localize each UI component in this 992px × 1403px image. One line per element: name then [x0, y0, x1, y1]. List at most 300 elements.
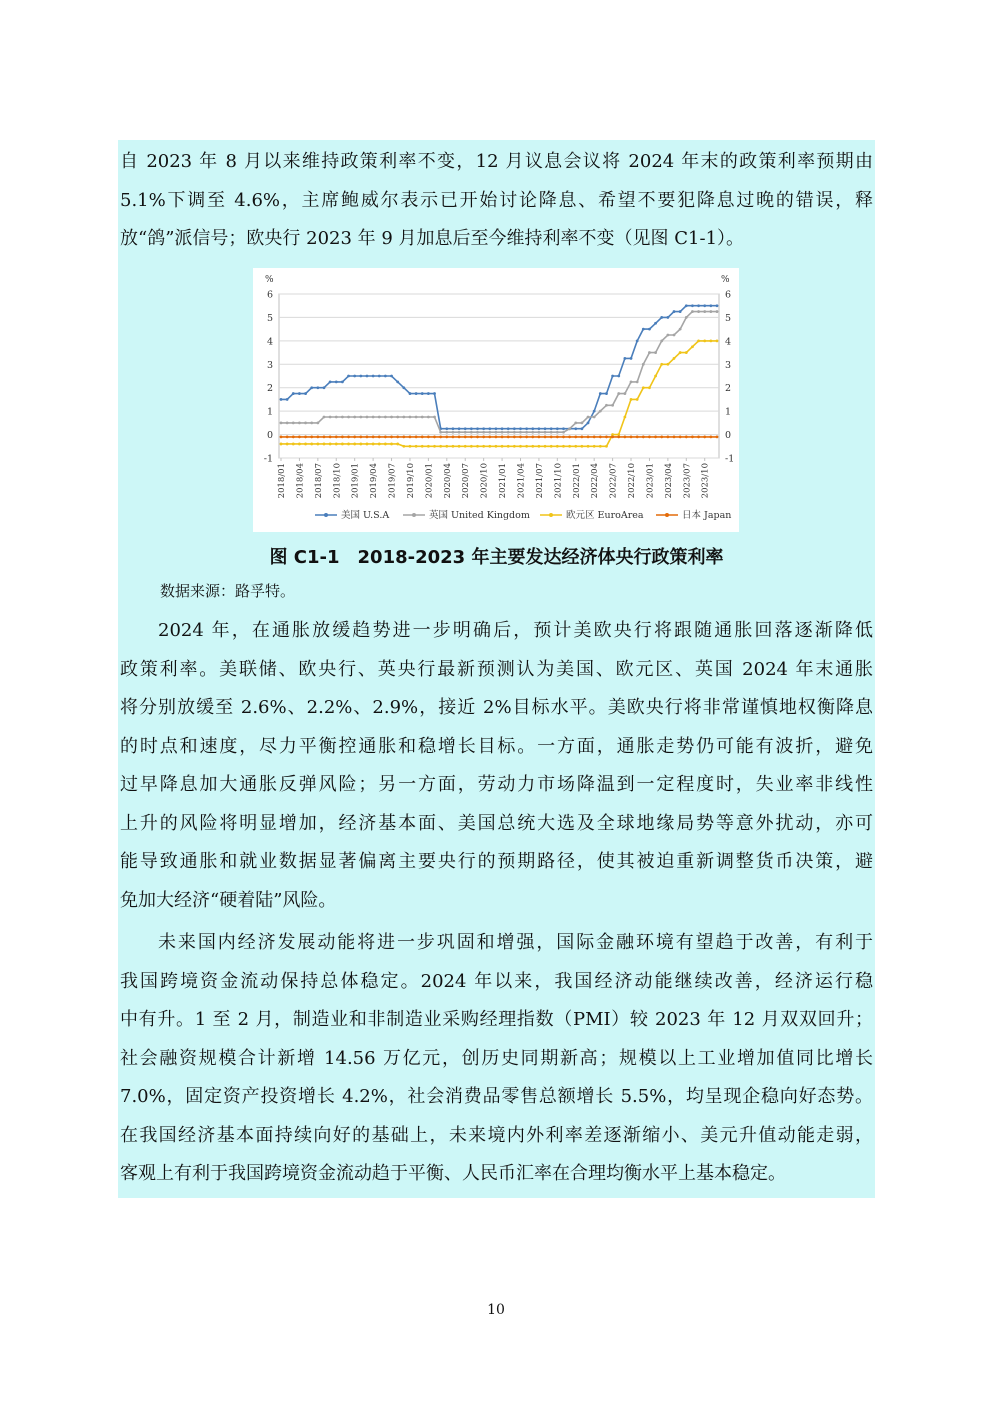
x-tick-label: 2019/07 [387, 463, 398, 499]
point-usa [703, 304, 706, 307]
point-japan [323, 436, 326, 439]
point-uk [488, 431, 491, 434]
point-usa [329, 380, 332, 383]
point-japan [415, 436, 418, 439]
point-euro [329, 443, 332, 446]
point-euro [574, 445, 577, 448]
point-uk [654, 351, 657, 354]
y-tick-label-left: 6 [266, 289, 273, 301]
intro-paragraph [120, 143, 873, 259]
point-usa [427, 392, 430, 395]
point-japan [679, 436, 682, 439]
y-tick-label-left: 4 [266, 336, 273, 348]
point-uk [587, 416, 590, 419]
point-uk [574, 421, 577, 424]
y-tick-label-right: 3 [725, 359, 732, 371]
para2-line: 过早降息加大通胀反弹风险；另一方面，劳动力市场降温到一定程度时，失业率非线性 [120, 774, 873, 795]
point-japan [611, 436, 614, 439]
x-tick-label: 2022/10 [627, 463, 638, 499]
point-usa [488, 427, 491, 430]
legend-label-uk: 英国 United Kingdom [429, 510, 530, 521]
para3-line: 客观上有利于我国跨境资金流动趋于平衡、人民币汇率在合理均衡水平上基本稳定。 [120, 1163, 786, 1184]
point-euro [341, 443, 344, 446]
point-uk [433, 416, 436, 419]
point-uk [562, 431, 565, 434]
point-euro [384, 443, 387, 446]
point-euro [439, 445, 442, 448]
point-usa [599, 392, 602, 395]
x-tick-label: 2022/04 [590, 463, 601, 499]
point-euro [581, 445, 584, 448]
point-euro [452, 445, 455, 448]
y-tick-label-right: 1 [725, 406, 732, 418]
point-euro [353, 443, 356, 446]
point-uk [685, 316, 688, 319]
point-japan [697, 436, 700, 439]
point-euro [519, 445, 522, 448]
point-usa [347, 375, 350, 378]
point-uk [593, 416, 596, 419]
point-japan [329, 436, 332, 439]
x-tick-label: 2018/07 [313, 463, 324, 499]
y-unit-right: % [721, 275, 730, 285]
point-uk [519, 431, 522, 434]
legend-label-japan: 日本 Japan [682, 510, 732, 521]
point-usa [341, 380, 344, 383]
point-euro [660, 363, 663, 366]
y-tick-label-left: 1 [266, 406, 273, 418]
y-tick-label-right: 5 [725, 312, 732, 324]
y-tick-label-left: 5 [266, 312, 273, 324]
point-uk [378, 416, 381, 419]
point-usa [390, 375, 393, 378]
para2-line: 上升的风险将明显增加，经济基本面、美国总统大选及全球地缘局势等意外扰动，亦可 [120, 812, 873, 834]
point-japan [409, 436, 412, 439]
paragraph-domestic [120, 924, 873, 1194]
point-japan [402, 436, 405, 439]
point-uk [482, 431, 485, 434]
point-uk [660, 339, 663, 342]
point-japan [433, 436, 436, 439]
point-japan [470, 436, 473, 439]
point-euro [482, 445, 485, 448]
point-euro [310, 443, 313, 446]
point-euro [507, 445, 510, 448]
point-japan [709, 436, 712, 439]
point-uk [445, 431, 448, 434]
point-euro [587, 445, 590, 448]
point-euro [501, 445, 504, 448]
point-japan [513, 436, 516, 439]
x-tick-label: 2020/10 [479, 463, 490, 499]
x-tick-label: 2023/04 [663, 463, 674, 499]
point-usa [316, 386, 319, 389]
point-usa [519, 427, 522, 430]
point-japan [519, 436, 522, 439]
para3-line: 未来国内经济发展动能将进一步巩固和增强，国际金融环境有望趋于改善，有利于 [158, 932, 873, 953]
point-euro [347, 443, 350, 446]
point-euro [691, 345, 694, 348]
point-japan [636, 436, 639, 439]
legend-marker-japan [665, 513, 669, 517]
point-usa [562, 427, 565, 430]
point-japan [292, 436, 295, 439]
point-euro [390, 443, 393, 446]
point-uk [538, 431, 541, 434]
point-japan [304, 436, 307, 439]
x-tick-label: 2018/04 [295, 463, 306, 499]
point-japan [703, 436, 706, 439]
point-uk [341, 416, 344, 419]
point-uk [648, 351, 651, 354]
figure-source: 数据来源：路孚特。 [160, 582, 296, 600]
point-usa [685, 304, 688, 307]
point-japan [359, 436, 362, 439]
point-usa [605, 392, 608, 395]
paragraph-outlook [120, 612, 873, 920]
point-japan [464, 436, 467, 439]
point-usa [458, 427, 461, 430]
point-euro [366, 443, 369, 446]
point-japan [660, 436, 663, 439]
point-euro [335, 443, 338, 446]
point-uk [470, 431, 473, 434]
point-usa [292, 392, 295, 395]
point-uk [323, 416, 326, 419]
page-number: 10 [487, 1302, 505, 1318]
y-tick-label-right: -1 [725, 453, 735, 465]
point-japan [716, 436, 719, 439]
point-uk [568, 427, 571, 430]
point-uk [716, 310, 719, 313]
point-uk [396, 416, 399, 419]
chart-svg [253, 268, 739, 532]
point-uk [525, 431, 528, 434]
point-usa [513, 427, 516, 430]
point-usa [574, 427, 577, 430]
y-unit-left: % [265, 275, 274, 285]
point-uk [605, 404, 608, 407]
point-japan [482, 436, 485, 439]
point-usa [464, 427, 467, 430]
intro-line: 放“鸽”派信号；欧央行 2023 年 9 月加息后至今维持利率不变（见图 C1-1）。 [120, 228, 745, 249]
point-japan [452, 436, 455, 439]
plot-area [279, 294, 719, 458]
point-euro [679, 351, 682, 354]
point-uk [679, 328, 682, 331]
point-usa [286, 398, 289, 401]
x-tick-label: 2020/01 [424, 463, 435, 499]
point-japan [280, 436, 283, 439]
point-usa [636, 339, 639, 342]
point-uk [544, 431, 547, 434]
point-usa [697, 304, 700, 307]
point-uk [335, 416, 338, 419]
point-euro [716, 339, 719, 342]
y-tick-label-right: 4 [725, 336, 732, 348]
legend-label-usa: 美国 U.S.A [341, 510, 390, 521]
point-euro [427, 445, 430, 448]
point-japan [298, 436, 301, 439]
point-japan [501, 436, 504, 439]
point-japan [599, 436, 602, 439]
para3-line: 我国跨境资金流动保持总体稳定。2024 年以来，我国经济动能继续改善，经济运行稳 [120, 970, 873, 992]
point-euro [525, 445, 528, 448]
point-euro [605, 445, 608, 448]
point-uk [531, 431, 534, 434]
point-japan [550, 436, 553, 439]
point-japan [439, 436, 442, 439]
point-japan [458, 436, 461, 439]
point-uk [642, 363, 645, 366]
point-uk [581, 421, 584, 424]
point-uk [611, 404, 614, 407]
point-uk [697, 310, 700, 313]
point-usa [679, 310, 682, 313]
para3-line: 7.0%，固定资产投资增长 4.2%，社会消费品零售总额增长 5.5%，均呈现企稳向好态势。 [120, 1086, 873, 1107]
point-uk [310, 421, 313, 424]
point-usa [280, 398, 283, 401]
point-uk [304, 421, 307, 424]
point-euro [458, 445, 461, 448]
point-euro [531, 445, 534, 448]
point-uk [292, 421, 295, 424]
y-tick-label-left: 2 [266, 383, 273, 395]
point-uk [617, 392, 620, 395]
x-tick-label: 2019/04 [369, 463, 380, 499]
point-euro [556, 445, 559, 448]
para2-line: 将分别放缓至 2.6%、2.2%、2.9%，接近 2%目标水平。美欧央行将非常谨慎地权衡降息 [120, 697, 873, 718]
point-japan [353, 436, 356, 439]
point-usa [642, 328, 645, 331]
point-usa [525, 427, 528, 430]
point-uk [347, 416, 350, 419]
point-usa [666, 316, 669, 319]
point-euro [562, 445, 565, 448]
point-japan [384, 436, 387, 439]
point-euro [599, 445, 602, 448]
point-euro [666, 363, 669, 366]
point-uk [359, 416, 362, 419]
point-uk [623, 392, 626, 395]
point-usa [673, 310, 676, 313]
x-tick-label: 2021/01 [498, 463, 509, 499]
point-euro [544, 445, 547, 448]
point-euro [298, 443, 301, 446]
point-japan [495, 436, 498, 439]
point-japan [310, 436, 313, 439]
y-tick-label-left: -1 [263, 453, 273, 465]
point-uk [630, 380, 633, 383]
y-tick-label-left: 0 [266, 430, 273, 442]
point-euro [421, 445, 424, 448]
point-usa [611, 375, 614, 378]
point-euro [636, 398, 639, 401]
point-usa [581, 427, 584, 430]
point-uk [366, 416, 369, 419]
x-tick-label: 2018/10 [332, 463, 343, 499]
point-uk [402, 416, 405, 419]
x-tick-label: 2019/10 [405, 463, 416, 499]
point-euro [550, 445, 553, 448]
point-japan [396, 436, 399, 439]
x-tick-label: 2022/01 [571, 463, 582, 499]
x-tick-label: 2023/10 [700, 463, 711, 499]
point-usa [310, 386, 313, 389]
point-usa [470, 427, 473, 430]
point-euro [470, 445, 473, 448]
point-euro [280, 443, 283, 446]
point-usa [587, 421, 590, 424]
point-japan [427, 436, 430, 439]
point-uk [421, 416, 424, 419]
point-euro [476, 445, 479, 448]
point-uk [691, 310, 694, 313]
point-usa [709, 304, 712, 307]
point-euro [538, 445, 541, 448]
policy-rate-chart [253, 268, 739, 532]
figure-caption: 图 C1-1 2018-2023 年主要发达经济体央行政策利率 [269, 547, 724, 568]
point-euro [630, 398, 633, 401]
point-euro [464, 445, 467, 448]
point-japan [507, 436, 510, 439]
point-usa [415, 392, 418, 395]
point-euro [593, 445, 596, 448]
point-japan [673, 436, 676, 439]
para2-line: 2024 年，在通胀放缓趋势进一步明确后，预计美欧央行将跟随通胀回落逐渐降低 [158, 620, 873, 641]
point-usa [556, 427, 559, 430]
point-japan [666, 436, 669, 439]
x-tick-label: 2023/01 [645, 463, 656, 499]
point-japan [445, 436, 448, 439]
point-japan [421, 436, 424, 439]
point-japan [286, 436, 289, 439]
point-japan [574, 436, 577, 439]
x-tick-label: 2018/01 [277, 463, 287, 499]
point-usa [378, 375, 381, 378]
point-euro [648, 386, 651, 389]
point-japan [593, 436, 596, 439]
point-uk [390, 416, 393, 419]
point-uk [556, 431, 559, 434]
point-japan [531, 436, 534, 439]
point-uk [636, 380, 639, 383]
point-uk [286, 421, 289, 424]
point-euro [488, 445, 491, 448]
legend-marker-euro [549, 513, 553, 517]
point-usa [593, 410, 596, 413]
point-japan [568, 436, 571, 439]
point-japan [587, 436, 590, 439]
legend-marker-usa [324, 513, 328, 517]
point-euro [654, 375, 657, 378]
point-euro [304, 443, 307, 446]
point-euro [378, 443, 381, 446]
para2-line: 政策利率。美联储、欧央行、英央行最新预测认为美国、欧元区、英国 2024 年末通胀 [120, 658, 873, 680]
y-tick-label-right: 6 [725, 289, 732, 301]
point-euro [409, 445, 412, 448]
intro-line: 5.1%下调至 4.6%，主席鲍威尔表示已开始讨论降息、希望不要犯降息过晚的错误，释 [120, 189, 873, 211]
point-euro [495, 445, 498, 448]
point-euro [286, 443, 289, 446]
point-usa [359, 375, 362, 378]
x-tick-label: 2022/07 [608, 463, 619, 499]
point-usa [623, 357, 626, 360]
point-uk [280, 421, 283, 424]
point-euro [709, 339, 712, 342]
point-uk [298, 421, 301, 424]
point-uk [703, 310, 706, 313]
point-usa [409, 392, 412, 395]
legend-label-euro: 欧元区 EuroArea [566, 510, 644, 521]
x-tick-label: 2020/07 [461, 463, 472, 499]
point-usa [445, 427, 448, 430]
para3-line: 社会融资规模合计新增 14.56 万亿元，创历史同期新高；规模以上工业增加值同比增长 [120, 1047, 873, 1069]
point-uk [427, 416, 430, 419]
point-uk [709, 310, 712, 313]
point-uk [409, 416, 412, 419]
point-uk [476, 431, 479, 434]
para2-line: 免加大经济“硬着陆”风险。 [120, 889, 337, 911]
x-tick-label: 2023/07 [682, 463, 693, 499]
point-euro [415, 445, 418, 448]
para3-line: 在我国经济基本面持续向好的基础上，未来境内外利率差逐渐缩小、美元升值动能走弱， [120, 1124, 873, 1146]
x-tick-label: 2021/07 [534, 463, 545, 499]
point-uk [550, 431, 553, 434]
point-euro [513, 445, 516, 448]
point-euro [685, 351, 688, 354]
point-uk [507, 431, 510, 434]
para2-line: 能导致通胀和就业数据显著偏离主要央行的预期路径，使其被迫重新调整货币决策，避 [120, 851, 873, 872]
point-japan [617, 436, 620, 439]
point-usa [476, 427, 479, 430]
y-tick-label-left: 3 [266, 359, 273, 371]
point-japan [648, 436, 651, 439]
point-usa [691, 304, 694, 307]
point-usa [531, 427, 534, 430]
point-euro [623, 416, 626, 419]
y-tick-label-right: 2 [725, 383, 732, 395]
point-uk [415, 416, 418, 419]
point-japan [525, 436, 528, 439]
point-japan [605, 436, 608, 439]
point-japan [476, 436, 479, 439]
point-uk [329, 416, 332, 419]
x-tick-label: 2021/04 [516, 463, 527, 499]
point-uk [384, 416, 387, 419]
point-uk [458, 431, 461, 434]
point-uk [513, 431, 516, 434]
point-uk [599, 410, 602, 413]
point-euro [433, 445, 436, 448]
point-uk [372, 416, 375, 419]
point-japan [685, 436, 688, 439]
point-japan [623, 436, 626, 439]
point-japan [630, 436, 633, 439]
point-euro [292, 443, 295, 446]
point-usa [617, 375, 620, 378]
point-euro [703, 339, 706, 342]
point-usa [630, 357, 633, 360]
point-japan [488, 436, 491, 439]
x-tick-label: 2021/10 [553, 463, 564, 499]
point-japan [544, 436, 547, 439]
point-usa [335, 380, 338, 383]
point-japan [556, 436, 559, 439]
point-euro [642, 386, 645, 389]
point-euro [697, 339, 700, 342]
point-usa [654, 322, 657, 325]
